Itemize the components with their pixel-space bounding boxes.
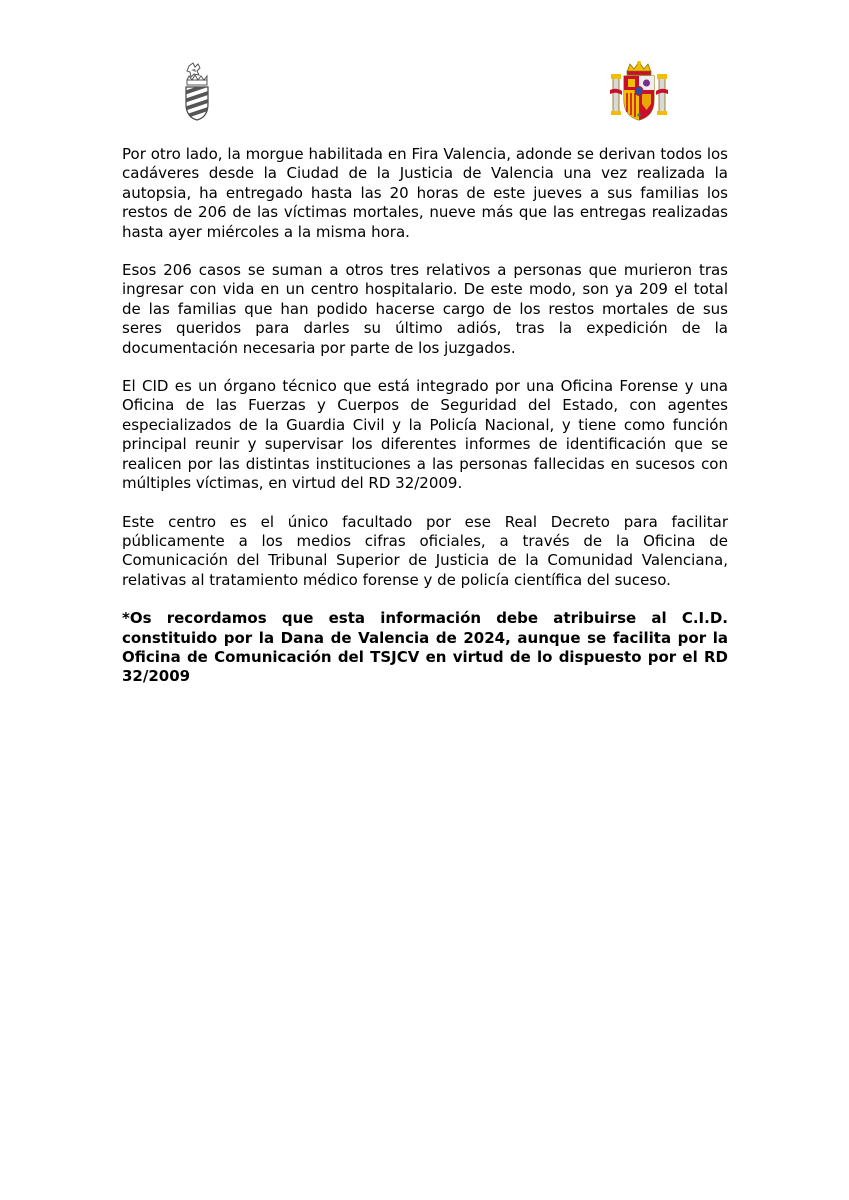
attribution-note: *Os recordamos que esta información debe atribuirse al C.I.D. constituido por la Dana de Valencia de 2024, aunque se facilita por la Oficina de Comunicación del TSJCV en virtud de lo dispuesto por el RD 32/2009 xyxy=(122,609,728,686)
generalitat-emblem-icon xyxy=(181,62,211,122)
paragraph-total-families: Esos 206 casos se suman a otros tres relativos a personas que murieron tras ingresar con vida en un centro hospitalario. De este modo, son ya 209 el total de las familias que han podido hacerse cargo de los restos mortales de sus seres queridos para darles su último adiós, tras la expedición de la documentación necesaria por parte de los juzgados. xyxy=(122,261,728,357)
paragraph-morgue-deliveries: Por otro lado, la morgue habilitada en Fira Valencia, adonde se derivan todos los cadáveres desde la Ciudad de la Justicia de Valencia una vez realizada la autopsia, ha entregado hasta las 20 horas de este jueves a sus familias los restos de 206 de las víctimas mortales, nueve más que las entregas realizadas hasta ayer miércoles a la misma hora. xyxy=(122,145,728,241)
spain-coat-of-arms-icon xyxy=(610,60,668,122)
paragraph-official-figures: Este centro es el único facultado por ese Real Decreto para facilitar públicamente a los medios cifras oficiales, a través de la Oficina de Comunicación del Tribunal Superior de Justicia de la Comunidad Valenciana, relativas al tratamiento médico forense y de policía científica del suceso. xyxy=(122,512,728,589)
document-body xyxy=(122,145,728,706)
paragraph-cid-description: El CID es un órgano técnico que está integrado por una Oficina Forense y una Oficina de las Fuerzas y Cuerpos de Seguridad del Estado, con agentes especializados de la Guardia Civil y la Policía Nacional, y tiene como función principal reunir y supervisar los diferentes informes de identificación que se realicen por las distintas instituciones a las personas fallecidas en sucesos con múltiples víctimas, en virtud del RD 32/2009. xyxy=(122,377,728,493)
